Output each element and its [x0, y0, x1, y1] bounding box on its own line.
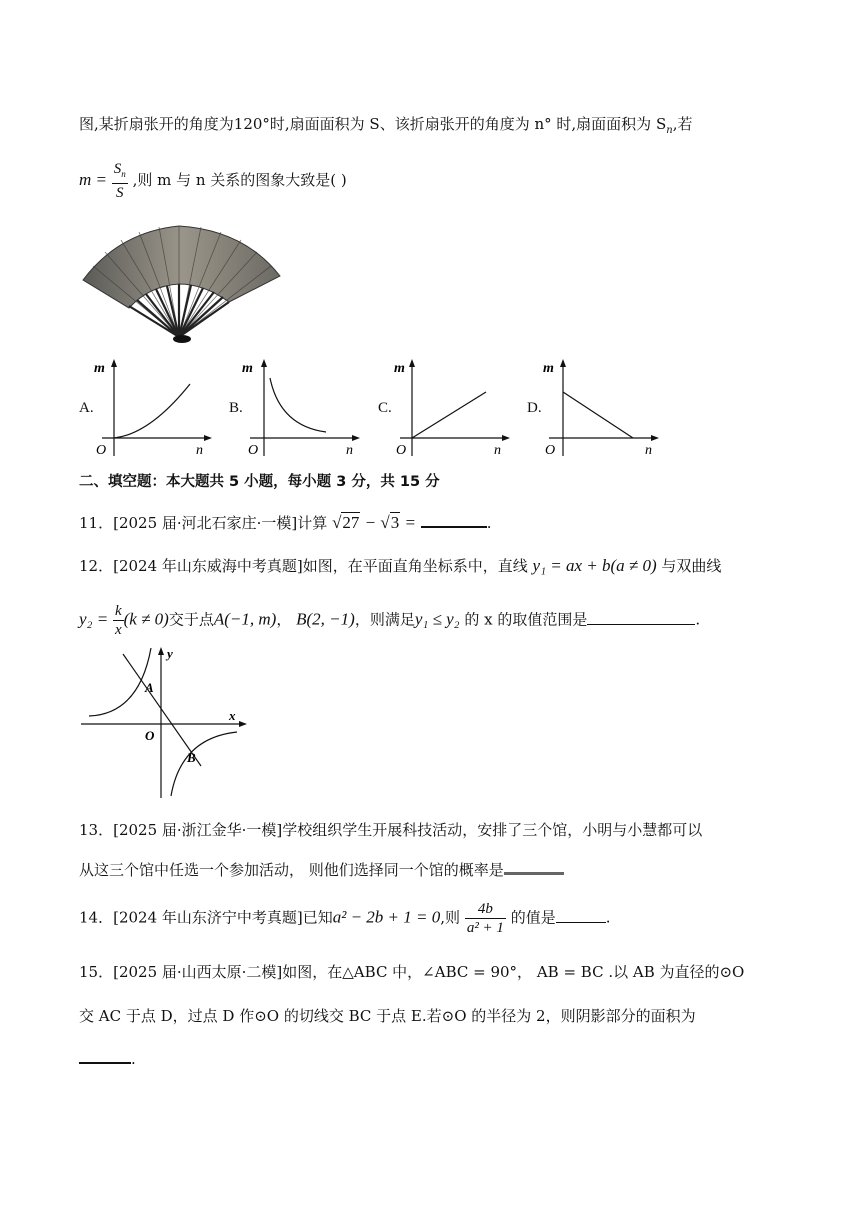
- q10-frac-den: S: [116, 185, 124, 201]
- q10-line1: [79, 114, 692, 141]
- q14-equation: a² − 2b + 1 = 0: [332, 907, 441, 927]
- q15-line2: 交 AC 于点 D，过点 D 作⊙O 的切线交 BC 于点 E.若⊙O 的半径为 2，则阴影部分的面积为: [79, 1007, 696, 1025]
- q12-frac-den: x: [114, 622, 122, 638]
- option-b-graph: [240, 356, 362, 462]
- q12-text-b: 与双曲线: [661, 557, 722, 575]
- q10-text-end: ,若: [672, 115, 693, 133]
- q11-eq: =: [404, 513, 416, 532]
- q15-answer-blank[interactable]: [79, 1046, 131, 1064]
- q12-line1: [79, 556, 721, 576]
- q10-fraction: [112, 160, 128, 202]
- option-d-label: D.: [527, 400, 542, 416]
- q12-hyperbola-left: [89, 648, 151, 716]
- q12-text-a: 12．[2024 年山东威海中考真题]如图，在平面直角坐标系中，直线: [79, 557, 528, 575]
- q14-text-b: ,则: [440, 908, 461, 927]
- q13-text: 从这三个馆中任选一个参加活动， 则他们选择同一个馆的概率是: [79, 861, 504, 879]
- folding-fan-image: [79, 222, 284, 346]
- q11-sqrt-3: 3: [390, 513, 400, 532]
- q14-end: .: [605, 908, 611, 927]
- q14-text-c: 的值是: [510, 908, 556, 927]
- q11-end: .: [486, 514, 492, 532]
- q12-line2: [79, 602, 700, 639]
- q14-answer-blank[interactable]: [556, 906, 606, 923]
- q10-frac-num: S: [113, 161, 122, 177]
- q13-answer-blank[interactable]: [504, 856, 564, 875]
- q12-text-c: 交于点: [168, 610, 214, 629]
- q12-origin-label: O: [145, 728, 155, 743]
- q14-text-a: 14．[2024 年山东济宁中考真题]已知: [79, 908, 333, 927]
- q13-line2: [79, 856, 564, 880]
- svg-text:O: O: [396, 443, 407, 458]
- q12-text-d: ，则满足: [354, 610, 415, 629]
- option-c-line: [412, 392, 486, 438]
- q10-sub-n: n: [666, 125, 673, 136]
- option-b-label: B.: [229, 400, 243, 416]
- q13-line1: 13．[2025 届·浙江金华·一模]学校组织学生开展科技活动，安排了三个馆，小明与小慧都可以: [79, 821, 703, 839]
- q12-point-a-label: A: [145, 680, 154, 695]
- q12-frac-num: k: [114, 603, 122, 619]
- q12-graph: [79, 644, 249, 804]
- svg-text:n: n: [494, 443, 501, 458]
- option-b-curve: [270, 378, 326, 432]
- q12-comma: ，: [276, 610, 292, 629]
- q10-frac-num-sub: n: [121, 169, 126, 179]
- svg-text:O: O: [545, 443, 556, 458]
- svg-text:m: m: [242, 361, 253, 376]
- q12-fraction: [113, 602, 124, 639]
- q14-line: [79, 900, 611, 937]
- q15-line1: 15．[2025 届·山西太原·二模]如图，在△ABC 中，∠ABC = 90°， AB = BC .以 AB 为直径的⊙O: [79, 963, 745, 981]
- option-d-line: [563, 392, 633, 438]
- svg-text:n: n: [645, 443, 652, 458]
- q10-m-eq: m =: [79, 170, 107, 189]
- q15-line3: [79, 1046, 136, 1069]
- option-a-curve: [114, 384, 190, 438]
- q10-text: 图,某折扇张开的角度为120°时,扇面面积为 S、该折扇张开的角度为 n° 时,扇面面积为 S: [79, 115, 667, 133]
- q11-minus: −: [364, 513, 377, 532]
- option-c-label: C.: [378, 400, 392, 416]
- axis-m-label: m: [94, 361, 105, 376]
- option-d-graph: [541, 356, 663, 462]
- q12-end: .: [695, 610, 701, 629]
- q14-fraction: [465, 900, 506, 937]
- svg-text:O: O: [96, 443, 107, 458]
- svg-text:m: m: [543, 361, 554, 376]
- section-heading: 二、填空题：本大题共 5 小题，每小题 3 分，共 15 分: [79, 474, 440, 490]
- option-a-graph: [92, 356, 214, 462]
- q11-text: 11．[2025 届·河北石家庄·一模]计算: [79, 514, 328, 532]
- q12-point-b: B(2, −1): [296, 609, 355, 629]
- svg-text:n: n: [196, 443, 203, 458]
- svg-text:m: m: [394, 361, 405, 376]
- q11-line: [79, 510, 492, 533]
- q12-point-a: A(−1, m): [213, 609, 277, 629]
- option-a-label: A.: [79, 400, 94, 416]
- q11-answer-blank[interactable]: [421, 510, 487, 528]
- option-c-graph: [392, 356, 514, 462]
- svg-text:n: n: [346, 443, 353, 458]
- q12-point-b-label: B: [187, 750, 196, 765]
- q15-end: .: [131, 1050, 136, 1068]
- q14-frac-den: a² + 1: [466, 920, 504, 936]
- q12-inequality: y₁ ≤ y₂: [414, 609, 460, 629]
- q12-line-eq: y₁ = ax + b(a ≠ 0): [532, 556, 657, 575]
- q12-hyperbola-right: [171, 732, 237, 796]
- q14-frac-num: 4b: [465, 900, 506, 919]
- q11-sqrt-27: 27: [342, 513, 360, 532]
- q10-line2: [79, 160, 347, 202]
- q12-axis-y-label: y: [167, 646, 173, 661]
- q12-answer-blank[interactable]: [587, 608, 695, 625]
- q11-expression: √27 − √3 =: [332, 513, 416, 532]
- q12-axis-x-label: x: [229, 708, 236, 723]
- q12-text-e: 的 x 的取值范围是: [464, 610, 588, 629]
- svg-text:O: O: [248, 443, 259, 458]
- q12-y2-eq: y₂ =: [79, 609, 109, 629]
- q12-cond: (k ≠ 0): [123, 609, 169, 629]
- q10-question: ,则 m 与 n 关系的图象大致是( ): [132, 171, 347, 189]
